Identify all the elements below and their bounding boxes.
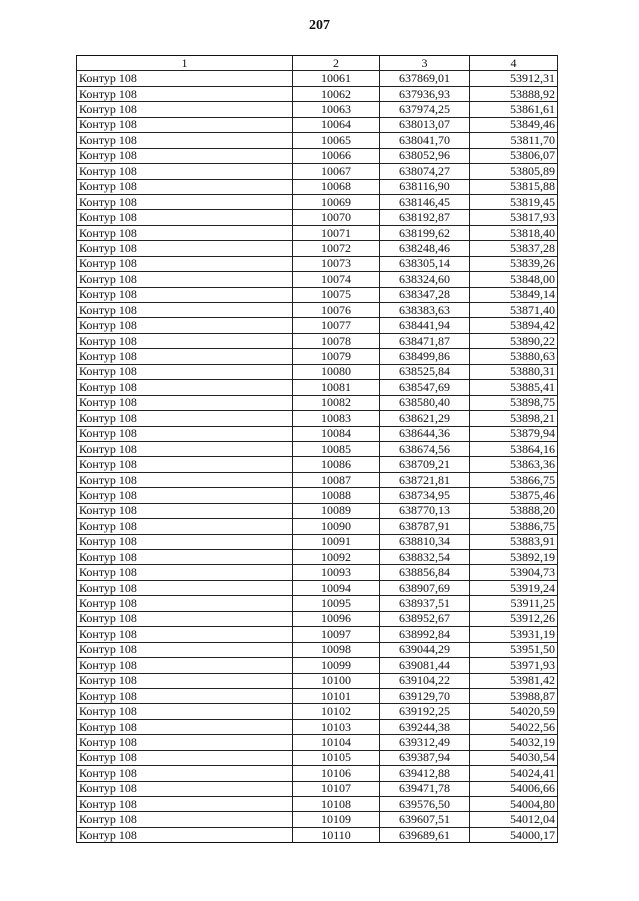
table-row xyxy=(77,164,558,179)
table-row xyxy=(77,225,558,240)
point-number-cell: 10100 xyxy=(293,673,380,688)
y-coordinate-cell: 53818,40 xyxy=(470,225,558,240)
point-number-cell: 10074 xyxy=(293,272,380,287)
point-number-cell: 10098 xyxy=(293,642,380,657)
contour-name-cell: Контур 108 xyxy=(77,735,293,750)
table-row xyxy=(77,86,558,101)
x-coordinate-cell: 639576,50 xyxy=(380,797,470,812)
contour-name-cell: Контур 108 xyxy=(77,457,293,472)
point-number-cell: 10062 xyxy=(293,86,380,101)
point-number-cell: 10072 xyxy=(293,241,380,256)
y-coordinate-cell: 53971,93 xyxy=(470,658,558,673)
table-row xyxy=(77,735,558,750)
point-number-cell: 10070 xyxy=(293,210,380,225)
contour-name-cell: Контур 108 xyxy=(77,194,293,209)
contour-name-cell: Контур 108 xyxy=(77,71,293,86)
y-coordinate-cell: 53817,93 xyxy=(470,210,558,225)
x-coordinate-cell: 639312,49 xyxy=(380,735,470,750)
y-coordinate-cell: 53988,87 xyxy=(470,688,558,703)
y-coordinate-cell: 53886,75 xyxy=(470,519,558,534)
point-number-cell: 10099 xyxy=(293,658,380,673)
point-number-cell: 10088 xyxy=(293,488,380,503)
x-coordinate-cell: 638721,81 xyxy=(380,472,470,487)
contour-name-cell: Контур 108 xyxy=(77,426,293,441)
table-row xyxy=(77,102,558,117)
table-row xyxy=(77,611,558,626)
x-coordinate-cell: 638192,87 xyxy=(380,210,470,225)
table-row xyxy=(77,303,558,318)
y-coordinate-cell: 53912,26 xyxy=(470,611,558,626)
point-number-cell: 10069 xyxy=(293,194,380,209)
y-coordinate-cell: 53951,50 xyxy=(470,642,558,657)
contour-name-cell: Контур 108 xyxy=(77,797,293,812)
point-number-cell: 10076 xyxy=(293,303,380,318)
y-coordinate-cell: 53819,45 xyxy=(470,194,558,209)
point-number-cell: 10107 xyxy=(293,781,380,796)
table-row xyxy=(77,395,558,410)
table-body xyxy=(77,71,558,843)
point-number-cell: 10105 xyxy=(293,750,380,765)
contour-name-cell: Контур 108 xyxy=(77,364,293,379)
table-row xyxy=(77,580,558,595)
y-coordinate-cell: 54012,04 xyxy=(470,812,558,827)
y-coordinate-cell: 53904,73 xyxy=(470,565,558,580)
contour-name-cell: Контур 108 xyxy=(77,534,293,549)
x-coordinate-cell: 638770,13 xyxy=(380,503,470,518)
x-coordinate-cell: 638952,67 xyxy=(380,611,470,626)
contour-name-cell: Контур 108 xyxy=(77,441,293,456)
y-coordinate-cell: 53839,26 xyxy=(470,256,558,271)
contour-name-cell: Контур 108 xyxy=(77,318,293,333)
contour-name-cell: Контур 108 xyxy=(77,580,293,595)
y-coordinate-cell: 53875,46 xyxy=(470,488,558,503)
contour-name-cell: Контур 108 xyxy=(77,303,293,318)
contour-name-cell: Контур 108 xyxy=(77,642,293,657)
table-row xyxy=(77,472,558,487)
table-row xyxy=(77,719,558,734)
coordinates-table xyxy=(76,55,558,843)
point-number-cell: 10110 xyxy=(293,827,380,842)
y-coordinate-cell: 53880,31 xyxy=(470,364,558,379)
x-coordinate-cell: 638734,95 xyxy=(380,488,470,503)
x-coordinate-cell: 638013,07 xyxy=(380,117,470,132)
table-row xyxy=(77,550,558,565)
point-number-cell: 10109 xyxy=(293,812,380,827)
y-coordinate-cell: 54020,59 xyxy=(470,704,558,719)
contour-name-cell: Контур 108 xyxy=(77,488,293,503)
x-coordinate-cell: 638248,46 xyxy=(380,241,470,256)
point-number-cell: 10063 xyxy=(293,102,380,117)
x-coordinate-cell: 638324,60 xyxy=(380,272,470,287)
contour-name-cell: Контур 108 xyxy=(77,704,293,719)
y-coordinate-cell: 53898,75 xyxy=(470,395,558,410)
x-coordinate-cell: 637936,93 xyxy=(380,86,470,101)
point-number-cell: 10096 xyxy=(293,611,380,626)
x-coordinate-cell: 639081,44 xyxy=(380,658,470,673)
x-coordinate-cell: 638383,63 xyxy=(380,303,470,318)
contour-name-cell: Контур 108 xyxy=(77,395,293,410)
y-coordinate-cell: 53849,14 xyxy=(470,287,558,302)
point-number-cell: 10077 xyxy=(293,318,380,333)
point-number-cell: 10108 xyxy=(293,797,380,812)
y-coordinate-cell: 53883,91 xyxy=(470,534,558,549)
contour-name-cell: Контур 108 xyxy=(77,750,293,765)
contour-name-cell: Контур 108 xyxy=(77,333,293,348)
table-row xyxy=(77,642,558,657)
contour-name-cell: Контур 108 xyxy=(77,117,293,132)
y-coordinate-cell: 53815,88 xyxy=(470,179,558,194)
point-number-cell: 10067 xyxy=(293,164,380,179)
point-number-cell: 10080 xyxy=(293,364,380,379)
y-coordinate-cell: 53879,94 xyxy=(470,426,558,441)
x-coordinate-cell: 638041,70 xyxy=(380,133,470,148)
point-number-cell: 10091 xyxy=(293,534,380,549)
y-coordinate-cell: 53805,89 xyxy=(470,164,558,179)
table-row xyxy=(77,673,558,688)
point-number-cell: 10071 xyxy=(293,225,380,240)
y-coordinate-cell: 54004,80 xyxy=(470,797,558,812)
point-number-cell: 10081 xyxy=(293,380,380,395)
y-coordinate-cell: 53892,19 xyxy=(470,550,558,565)
contour-name-cell: Контур 108 xyxy=(77,102,293,117)
table-row xyxy=(77,364,558,379)
table-row xyxy=(77,349,558,364)
point-number-cell: 10089 xyxy=(293,503,380,518)
table-row xyxy=(77,148,558,163)
contour-name-cell: Контур 108 xyxy=(77,766,293,781)
y-coordinate-cell: 53911,25 xyxy=(470,596,558,611)
point-number-cell: 10103 xyxy=(293,719,380,734)
point-number-cell: 10101 xyxy=(293,688,380,703)
x-coordinate-cell: 639412,88 xyxy=(380,766,470,781)
x-coordinate-cell: 637869,01 xyxy=(380,71,470,86)
y-coordinate-cell: 54030,54 xyxy=(470,750,558,765)
x-coordinate-cell: 638441,94 xyxy=(380,318,470,333)
column-header: 4 xyxy=(470,56,558,71)
x-coordinate-cell: 639471,78 xyxy=(380,781,470,796)
table-row xyxy=(77,210,558,225)
contour-name-cell: Контур 108 xyxy=(77,472,293,487)
table-row xyxy=(77,750,558,765)
x-coordinate-cell: 638499,86 xyxy=(380,349,470,364)
x-coordinate-cell: 639244,38 xyxy=(380,719,470,734)
contour-name-cell: Контур 108 xyxy=(77,719,293,734)
x-coordinate-cell: 638810,34 xyxy=(380,534,470,549)
point-number-cell: 10094 xyxy=(293,580,380,595)
contour-name-cell: Контур 108 xyxy=(77,179,293,194)
y-coordinate-cell: 53811,70 xyxy=(470,133,558,148)
x-coordinate-cell: 638052,96 xyxy=(380,148,470,163)
contour-name-cell: Контур 108 xyxy=(77,550,293,565)
x-coordinate-cell: 639387,94 xyxy=(380,750,470,765)
y-coordinate-cell: 53880,63 xyxy=(470,349,558,364)
contour-name-cell: Контур 108 xyxy=(77,673,293,688)
point-number-cell: 10073 xyxy=(293,256,380,271)
x-coordinate-cell: 639192,25 xyxy=(380,704,470,719)
table-row xyxy=(77,457,558,472)
point-number-cell: 10086 xyxy=(293,457,380,472)
contour-name-cell: Контур 108 xyxy=(77,611,293,626)
table-row xyxy=(77,812,558,827)
contour-name-cell: Контур 108 xyxy=(77,86,293,101)
x-coordinate-cell: 638146,45 xyxy=(380,194,470,209)
contour-name-cell: Контур 108 xyxy=(77,812,293,827)
contour-name-cell: Контур 108 xyxy=(77,164,293,179)
point-number-cell: 10093 xyxy=(293,565,380,580)
x-coordinate-cell: 639689,61 xyxy=(380,827,470,842)
table-row xyxy=(77,318,558,333)
y-coordinate-cell: 53864,16 xyxy=(470,441,558,456)
y-coordinate-cell: 53919,24 xyxy=(470,580,558,595)
table-row xyxy=(77,272,558,287)
table-row xyxy=(77,488,558,503)
y-coordinate-cell: 53866,75 xyxy=(470,472,558,487)
y-coordinate-cell: 53890,22 xyxy=(470,333,558,348)
point-number-cell: 10097 xyxy=(293,627,380,642)
point-number-cell: 10092 xyxy=(293,550,380,565)
table-row xyxy=(77,596,558,611)
table-row xyxy=(77,519,558,534)
table-row xyxy=(77,179,558,194)
x-coordinate-cell: 638580,40 xyxy=(380,395,470,410)
table-row xyxy=(77,503,558,518)
x-coordinate-cell: 637974,25 xyxy=(380,102,470,117)
y-coordinate-cell: 53981,42 xyxy=(470,673,558,688)
point-number-cell: 10083 xyxy=(293,411,380,426)
x-coordinate-cell: 638621,29 xyxy=(380,411,470,426)
table-row xyxy=(77,287,558,302)
column-header: 3 xyxy=(380,56,470,71)
contour-name-cell: Контур 108 xyxy=(77,225,293,240)
table-row xyxy=(77,380,558,395)
contour-name-cell: Контур 108 xyxy=(77,256,293,271)
x-coordinate-cell: 638547,69 xyxy=(380,380,470,395)
y-coordinate-cell: 54032,19 xyxy=(470,735,558,750)
point-number-cell: 10061 xyxy=(293,71,380,86)
x-coordinate-cell: 638832,54 xyxy=(380,550,470,565)
x-coordinate-cell: 638856,84 xyxy=(380,565,470,580)
y-coordinate-cell: 53848,00 xyxy=(470,272,558,287)
contour-name-cell: Контур 108 xyxy=(77,133,293,148)
point-number-cell: 10066 xyxy=(293,148,380,163)
contour-name-cell: Контур 108 xyxy=(77,148,293,163)
y-coordinate-cell: 53888,92 xyxy=(470,86,558,101)
x-coordinate-cell: 638199,62 xyxy=(380,225,470,240)
x-coordinate-cell: 639129,70 xyxy=(380,688,470,703)
table-row xyxy=(77,241,558,256)
x-coordinate-cell: 638305,14 xyxy=(380,256,470,271)
table-row xyxy=(77,411,558,426)
table-row xyxy=(77,441,558,456)
contour-name-cell: Контур 108 xyxy=(77,627,293,642)
x-coordinate-cell: 638347,28 xyxy=(380,287,470,302)
column-header: 1 xyxy=(77,56,293,71)
point-number-cell: 10075 xyxy=(293,287,380,302)
x-coordinate-cell: 638992,84 xyxy=(380,627,470,642)
x-coordinate-cell: 638074,27 xyxy=(380,164,470,179)
x-coordinate-cell: 638674,56 xyxy=(380,441,470,456)
page-number: 207 xyxy=(309,18,330,33)
y-coordinate-cell: 53898,21 xyxy=(470,411,558,426)
contour-name-cell: Контур 108 xyxy=(77,596,293,611)
y-coordinate-cell: 53806,07 xyxy=(470,148,558,163)
y-coordinate-cell: 53885,41 xyxy=(470,380,558,395)
y-coordinate-cell: 53861,61 xyxy=(470,102,558,117)
y-coordinate-cell: 54000,17 xyxy=(470,827,558,842)
contour-name-cell: Контур 108 xyxy=(77,519,293,534)
y-coordinate-cell: 53849,46 xyxy=(470,117,558,132)
y-coordinate-cell: 53837,28 xyxy=(470,241,558,256)
x-coordinate-cell: 638644,36 xyxy=(380,426,470,441)
x-coordinate-cell: 638709,21 xyxy=(380,457,470,472)
point-number-cell: 10084 xyxy=(293,426,380,441)
contour-name-cell: Контур 108 xyxy=(77,349,293,364)
contour-name-cell: Контур 108 xyxy=(77,411,293,426)
table-row xyxy=(77,766,558,781)
x-coordinate-cell: 638937,51 xyxy=(380,596,470,611)
contour-name-cell: Контур 108 xyxy=(77,241,293,256)
point-number-cell: 10087 xyxy=(293,472,380,487)
point-number-cell: 10095 xyxy=(293,596,380,611)
table-row xyxy=(77,534,558,549)
table-row xyxy=(77,781,558,796)
point-number-cell: 10090 xyxy=(293,519,380,534)
point-number-cell: 10104 xyxy=(293,735,380,750)
point-number-cell: 10102 xyxy=(293,704,380,719)
table-row xyxy=(77,117,558,132)
y-coordinate-cell: 54022,56 xyxy=(470,719,558,734)
table-row xyxy=(77,256,558,271)
y-coordinate-cell: 54006,66 xyxy=(470,781,558,796)
table-row xyxy=(77,71,558,86)
table-row xyxy=(77,627,558,642)
table-row xyxy=(77,827,558,842)
point-number-cell: 10085 xyxy=(293,441,380,456)
table-row xyxy=(77,658,558,673)
header-row xyxy=(77,56,558,71)
table-row xyxy=(77,333,558,348)
y-coordinate-cell: 53931,19 xyxy=(470,627,558,642)
contour-name-cell: Контур 108 xyxy=(77,781,293,796)
y-coordinate-cell: 53888,20 xyxy=(470,503,558,518)
point-number-cell: 10064 xyxy=(293,117,380,132)
x-coordinate-cell: 639044,29 xyxy=(380,642,470,657)
contour-name-cell: Контур 108 xyxy=(77,380,293,395)
table-row xyxy=(77,704,558,719)
y-coordinate-cell: 53863,36 xyxy=(470,457,558,472)
x-coordinate-cell: 638471,87 xyxy=(380,333,470,348)
contour-name-cell: Контур 108 xyxy=(77,688,293,703)
y-coordinate-cell: 53894,42 xyxy=(470,318,558,333)
x-coordinate-cell: 639104,22 xyxy=(380,673,470,688)
x-coordinate-cell: 638525,84 xyxy=(380,364,470,379)
contour-name-cell: Контур 108 xyxy=(77,565,293,580)
y-coordinate-cell: 53912,31 xyxy=(470,71,558,86)
y-coordinate-cell: 53871,40 xyxy=(470,303,558,318)
table-row xyxy=(77,133,558,148)
y-coordinate-cell: 54024,41 xyxy=(470,766,558,781)
point-number-cell: 10106 xyxy=(293,766,380,781)
table-row xyxy=(77,565,558,580)
contour-name-cell: Контур 108 xyxy=(77,827,293,842)
contour-name-cell: Контур 108 xyxy=(77,503,293,518)
contour-name-cell: Контур 108 xyxy=(77,287,293,302)
contour-name-cell: Контур 108 xyxy=(77,210,293,225)
column-header: 2 xyxy=(293,56,380,71)
x-coordinate-cell: 639607,51 xyxy=(380,812,470,827)
point-number-cell: 10078 xyxy=(293,333,380,348)
x-coordinate-cell: 638116,90 xyxy=(380,179,470,194)
point-number-cell: 10082 xyxy=(293,395,380,410)
table-row xyxy=(77,797,558,812)
x-coordinate-cell: 638787,91 xyxy=(380,519,470,534)
table-row xyxy=(77,194,558,209)
point-number-cell: 10079 xyxy=(293,349,380,364)
point-number-cell: 10065 xyxy=(293,133,380,148)
contour-name-cell: Контур 108 xyxy=(77,658,293,673)
contour-name-cell: Контур 108 xyxy=(77,272,293,287)
table-row xyxy=(77,688,558,703)
point-number-cell: 10068 xyxy=(293,179,380,194)
x-coordinate-cell: 638907,69 xyxy=(380,580,470,595)
table-row xyxy=(77,426,558,441)
